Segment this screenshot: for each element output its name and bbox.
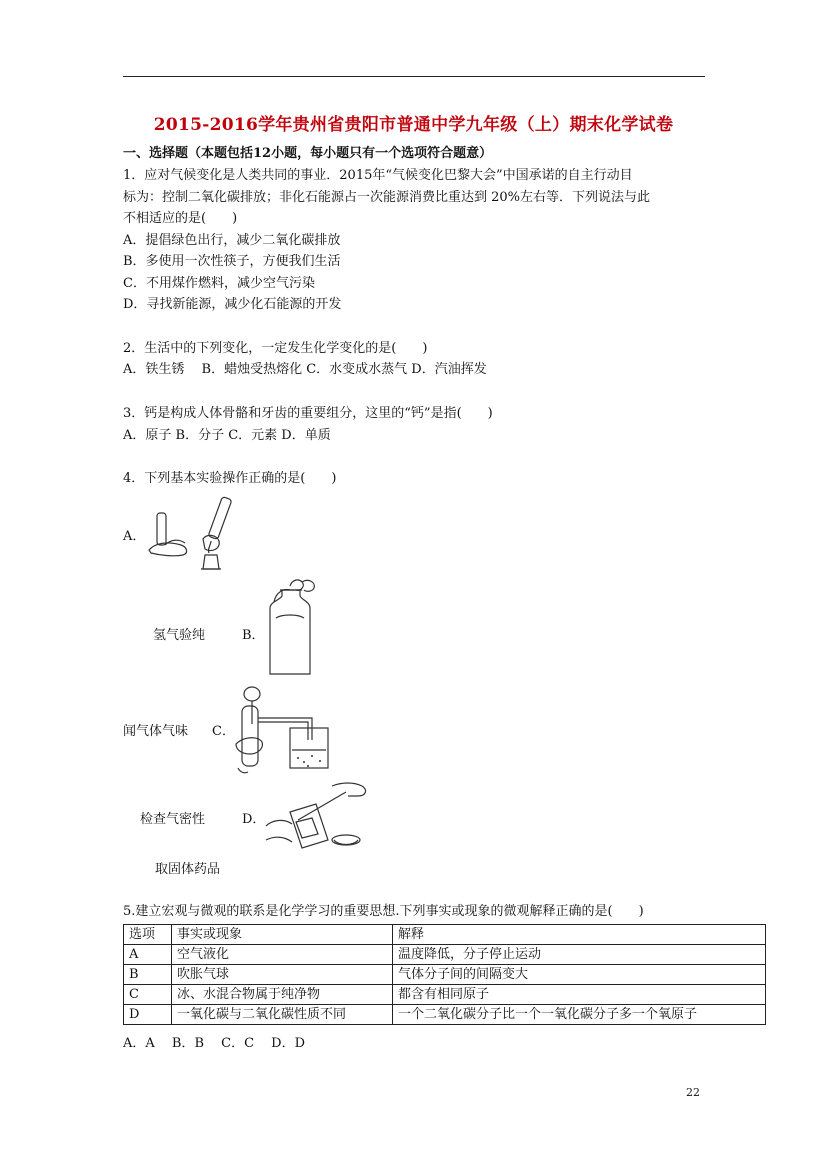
q4-label-a[interactable]: A． <box>123 529 146 544</box>
q2-options[interactable]: A．铁生锈 B．蜡烛受热熔化 C．水变成水蒸气 D．汽油挥发 <box>123 362 487 377</box>
header-rule <box>123 76 705 77</box>
q1-line-2: 标为：控制二氧化碳排放；非化石能源占一次能源消费比重达到 20%左右等．下列说法与此 <box>123 190 651 205</box>
q4-caption-c: 检查气密性 <box>140 812 206 827</box>
q1-option-d[interactable]: D．寻找新能源，减少化石能源的开发 <box>123 297 342 312</box>
table-row <box>124 985 766 1005</box>
table-row <box>124 945 766 965</box>
smell-gas-figure <box>262 578 324 678</box>
q4-caption-b: 闻气体气味 <box>123 724 189 739</box>
q5-options[interactable]: A．A B．B C．C D．D <box>123 1036 306 1051</box>
q3-stem: 3．钙是构成人体骨骼和牙齿的重要组分，这里的“钙”是指( ) <box>123 406 493 421</box>
table-row <box>124 965 766 985</box>
table-cell: 温度降低，分子停止运动 <box>393 945 766 965</box>
q1-option-c[interactable]: C．不用煤作燃料，减少空气污染 <box>123 276 315 291</box>
table-header: 选项 <box>124 925 172 945</box>
q4-caption-a: 氢气验纯 <box>153 628 206 643</box>
table-cell: 一个二氧化碳分子比一个一氧化碳分子多一个氧原子 <box>393 1005 766 1025</box>
table-cell: 都含有相同原子 <box>393 985 766 1005</box>
hydrogen-test-figure <box>145 495 245 580</box>
q4-label-c[interactable]: C． <box>212 724 235 739</box>
q4-label-d[interactable]: D． <box>242 812 266 827</box>
q1-option-b[interactable]: B．多使用一次性筷子，方便我们生活 <box>123 254 341 269</box>
table-cell: A <box>124 945 172 965</box>
table-header: 解释 <box>393 925 766 945</box>
page-number: 22 <box>686 1086 700 1099</box>
table-cell: C <box>124 985 172 1005</box>
q5-stem: 5.建立宏观与微观的联系是化学学习的重要思想.下列事实或现象的微观解释正确的是( ) <box>123 904 644 919</box>
table-cell: 一氧化碳与二氧化碳性质不同 <box>172 1005 393 1025</box>
q1-line-1: 1．应对气候变化是人类共同的事业．2015年“气候变化巴黎大会”中国承诺的自主行动目 <box>123 168 633 183</box>
table-row <box>124 1005 766 1025</box>
table-header-row <box>124 925 766 945</box>
q4-caption-d: 取固体药品 <box>155 862 221 877</box>
table-cell: 吹胀气球 <box>172 965 393 985</box>
table-cell: 冰、水混合物属于纯净物 <box>172 985 393 1005</box>
table-header: 事实或现象 <box>172 925 393 945</box>
q1-option-a[interactable]: A．提倡绿色出行，减少二氧化碳排放 <box>123 233 341 248</box>
q4-stem: 4．下列基本实验操作正确的是( ) <box>123 471 337 486</box>
q4-label-b[interactable]: B． <box>242 628 265 643</box>
table-cell: D <box>124 1005 172 1025</box>
q1-line-3: 不相适应的是( ) <box>123 211 238 226</box>
table-cell: 气体分子间的间隔变大 <box>393 965 766 985</box>
table-cell: 空气液化 <box>172 945 393 965</box>
page-title: 2015-2016学年贵州省贵阳市普通中学九年级（上）期末化学试卷 <box>153 115 674 135</box>
airtightness-check-figure <box>232 684 338 776</box>
solid-reagent-figure <box>262 778 382 856</box>
section-heading: 一、选择题（本题包括12小题，每小题只有一个选项符合题意） <box>123 146 493 161</box>
q5-table <box>123 924 766 1025</box>
table-cell: B <box>124 965 172 985</box>
q3-options[interactable]: A．原子 B．分子 C．元素 D．单质 <box>123 428 331 443</box>
q2-stem: 2．生活中的下列变化，一定发生化学变化的是( ) <box>123 341 428 356</box>
